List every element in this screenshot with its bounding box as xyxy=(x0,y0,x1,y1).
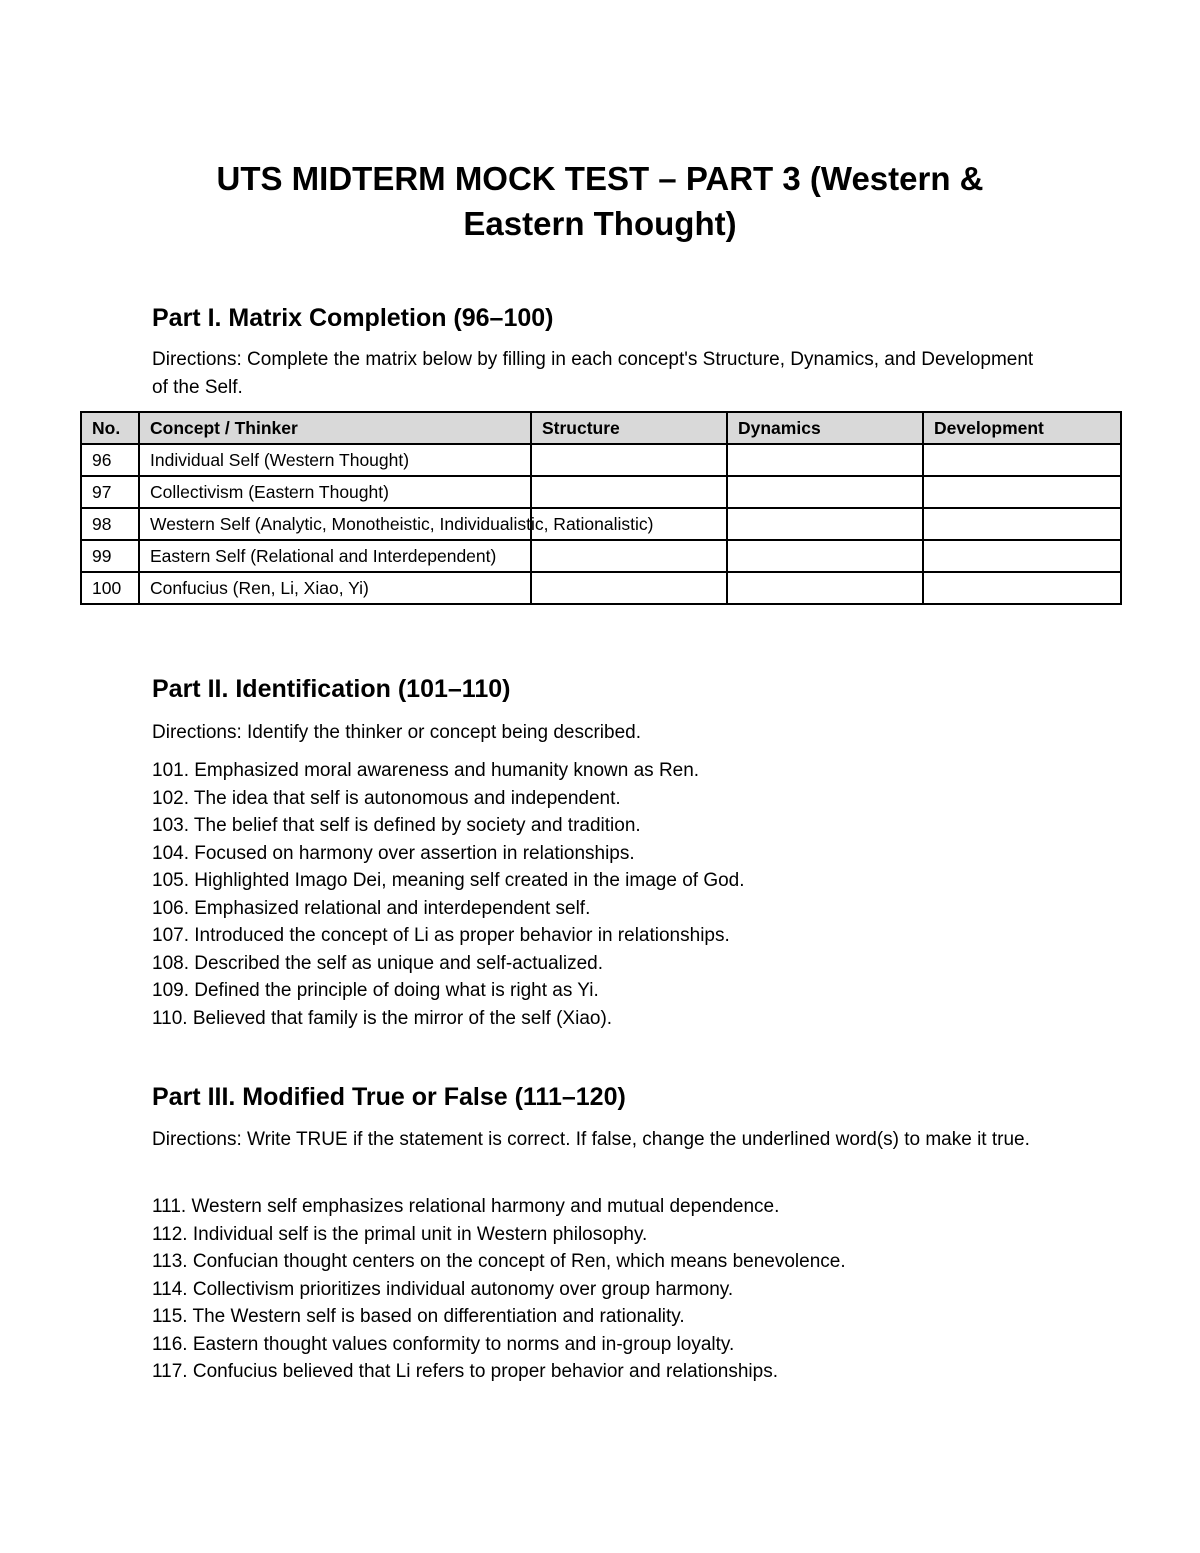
list-item: 111. Western self emphasizes relational harmony and mutual dependence. xyxy=(152,1196,780,1217)
list-item: 108. Described the self as unique and self-actualized. xyxy=(152,952,603,974)
title-line-1: UTS MIDTERM MOCK TEST – PART 3 (Western & xyxy=(216,160,984,197)
development-cell[interactable] xyxy=(923,444,1121,476)
dynamics-cell[interactable] xyxy=(727,572,923,604)
dynamics-cell[interactable] xyxy=(727,508,923,540)
list-item: 104. Focused on harmony over assertion in relationships. xyxy=(152,842,635,864)
identification-list xyxy=(152,757,1112,1032)
structure-cell[interactable] xyxy=(531,572,727,604)
concept-cell xyxy=(139,444,531,476)
development-cell[interactable] xyxy=(923,476,1121,508)
list-item: 117. Confucius believed that Li refers to proper behavior and relationships. xyxy=(152,1361,778,1382)
list-item: 105. Highlighted Imago Dei, meaning self created in the image of God. xyxy=(152,870,745,891)
concept-cell xyxy=(139,572,531,604)
concept-text: Eastern Self (Relational and Interdependent) xyxy=(150,545,497,566)
table-row xyxy=(81,540,1121,572)
row-number: 97 xyxy=(81,476,139,508)
list-item: 106. Emphasized relational and interdependent self. xyxy=(152,897,591,919)
development-cell[interactable] xyxy=(923,508,1121,540)
concept-text: Confucius (Ren, Li, Xiao, Yi) xyxy=(150,577,369,598)
table-row xyxy=(81,476,1121,508)
list-item: 115. The Western self is based on differentiation and rationality. xyxy=(152,1306,685,1327)
row-number: 99 xyxy=(81,540,139,572)
concept-cell xyxy=(139,476,531,508)
list-item: 114. Collectivism prioritizes individual autonomy over group harmony. xyxy=(152,1278,734,1300)
column-header-structure: Structure xyxy=(531,412,727,444)
title-line-2: Eastern Thought) xyxy=(463,205,737,242)
column-header-dynamics: Dynamics xyxy=(727,412,923,444)
true-false-list xyxy=(152,1193,1112,1386)
part2-directions: Directions: Identify the thinker or concept being described. xyxy=(152,722,641,743)
row-number: 98 xyxy=(81,508,139,540)
concept-cell xyxy=(139,508,654,540)
matrix-table xyxy=(80,411,1122,605)
column-header-no: No. xyxy=(81,412,139,444)
part1-directions: Directions: Complete the matrix below by filling in each concept's Structure, Dynamics, and Development of the Self. xyxy=(152,349,1034,398)
structure-cell[interactable] xyxy=(531,476,727,508)
concept-cell xyxy=(139,540,531,572)
dynamics-cell[interactable] xyxy=(727,444,923,476)
row-number: 100 xyxy=(81,572,139,604)
list-item: 102. The idea that self is autonomous and independent. xyxy=(152,787,621,809)
list-item: 107. Introduced the concept of Li as proper behavior in relationships. xyxy=(152,925,730,946)
structure-cell[interactable] xyxy=(531,540,727,572)
list-item: 101. Emphasized moral awareness and humanity known as Ren. xyxy=(152,760,700,781)
table-row xyxy=(81,508,1121,540)
list-item: 103. The belief that self is defined by society and tradition. xyxy=(152,815,641,836)
column-header-development: Development xyxy=(923,412,1121,444)
matrix-header-row xyxy=(81,412,1121,444)
part3-directions: Directions: Write TRUE if the statement is correct. If false, change the underlined word(s) to make it true. xyxy=(152,1129,1030,1150)
document-title xyxy=(100,156,1100,246)
row-number: 96 xyxy=(81,444,139,476)
development-cell[interactable] xyxy=(923,572,1121,604)
list-item: 116. Eastern thought values conformity to norms and in-group loyalty. xyxy=(152,1333,735,1355)
part1-heading: Part I. Matrix Completion (96–100) xyxy=(152,304,554,332)
column-header-concept: Concept / Thinker xyxy=(139,412,531,444)
concept-text: Western Self (Analytic, Monotheistic, Individualistic, Rationalistic) xyxy=(150,513,654,534)
development-cell[interactable] xyxy=(923,540,1121,572)
concept-text: Collectivism (Eastern Thought) xyxy=(150,481,389,502)
dynamics-cell[interactable] xyxy=(727,476,923,508)
part2-heading: Part II. Identification (101–110) xyxy=(152,675,511,703)
part3-heading: Part III. Modified True or False (111–120) xyxy=(152,1083,626,1111)
concept-text: Individual Self (Western Thought) xyxy=(150,449,410,470)
list-item: 110. Believed that family is the mirror of the self (Xiao). xyxy=(152,1007,613,1029)
list-item: 112. Individual self is the primal unit in Western philosophy. xyxy=(152,1223,648,1245)
list-item: 113. Confucian thought centers on the concept of Ren, which means benevolence. xyxy=(152,1251,846,1272)
structure-cell[interactable] xyxy=(531,444,727,476)
table-row xyxy=(81,444,1121,476)
table-row xyxy=(81,572,1121,604)
dynamics-cell[interactable] xyxy=(727,540,923,572)
list-item: 109. Defined the principle of doing what is right as Yi. xyxy=(152,980,599,1001)
